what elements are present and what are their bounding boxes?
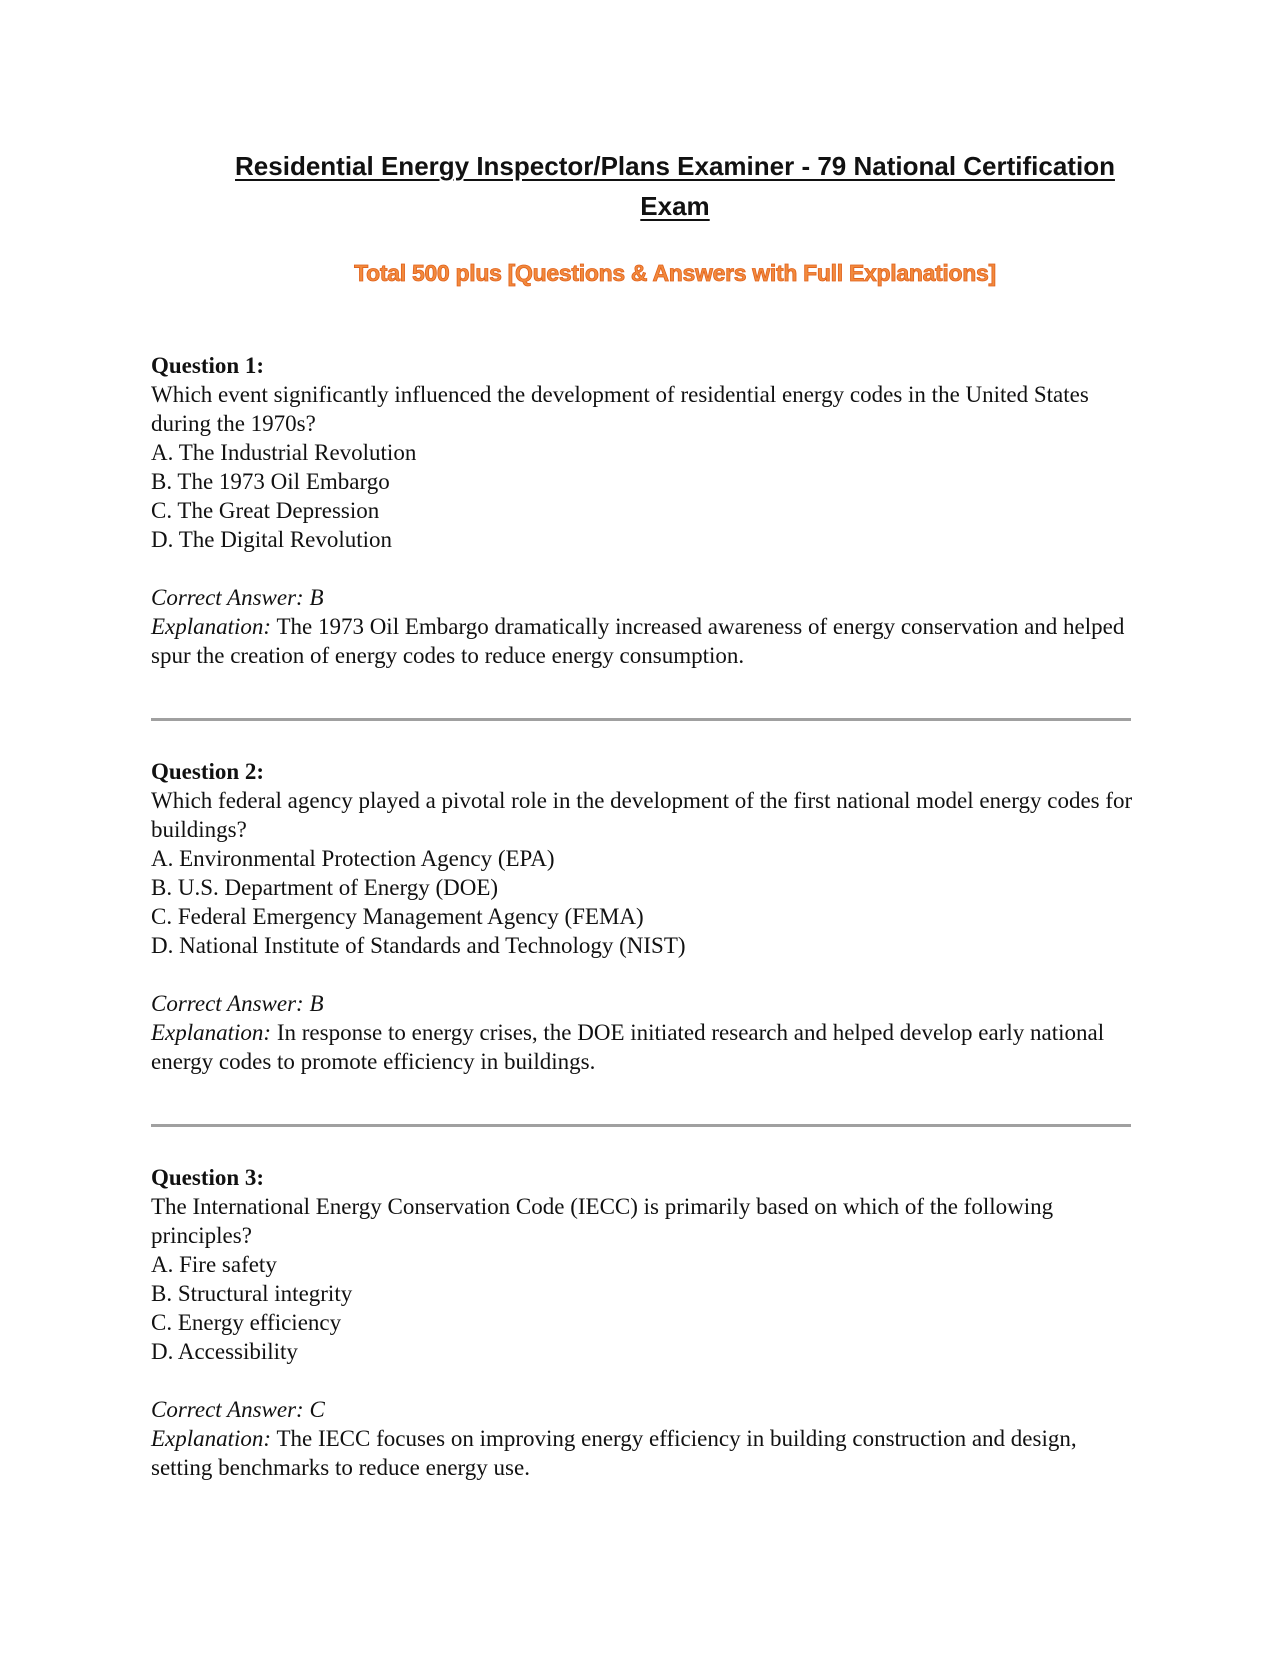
question-text: The International Energy Conservation Code (IECC) is primarily based on which of the following principles? bbox=[151, 1194, 1054, 1248]
explanation-text: The 1973 Oil Embargo dramatically increased awareness of energy conservation and helped spur the creation of energy codes to reduce energy consumption. bbox=[151, 614, 1125, 668]
document-title: Residential Energy Inspector/Plans Examiner - 79 National Certification Exam bbox=[235, 151, 1115, 221]
explanation-text: The IECC focuses on improving energy efficiency in building construction and design, setting benchmarks to reduce energy use. bbox=[151, 1426, 1077, 1480]
answer-option-c: C. The Great Depression bbox=[151, 498, 380, 523]
answer-option-b: B. Structural integrity bbox=[151, 1281, 353, 1306]
answer-option-d: D. The Digital Revolution bbox=[151, 527, 393, 552]
correct-answer: Correct Answer: B bbox=[151, 585, 324, 610]
explanation-label: Explanation: bbox=[151, 1426, 272, 1451]
correct-answer: Correct Answer: C bbox=[151, 1397, 325, 1422]
answer-option-d: D. National Institute of Standards and Technology (NIST) bbox=[151, 933, 686, 958]
answer-option-c: C. Energy efficiency bbox=[151, 1310, 342, 1335]
question-text: Which federal agency played a pivotal role in the development of the first national model energy codes for buildings? bbox=[151, 788, 1133, 842]
question-heading: Question 1: bbox=[151, 353, 265, 378]
explanation-label: Explanation: bbox=[151, 1020, 272, 1045]
question-heading: Question 2: bbox=[151, 759, 265, 784]
document-subtitle: Total 500 plus [Questions & Answers with Full Explanations] bbox=[354, 260, 996, 286]
question-block-2 bbox=[151, 757, 1141, 1076]
explanation-label: Explanation: bbox=[151, 614, 272, 639]
question-block-3 bbox=[151, 1163, 1141, 1482]
question-text: Which event significantly influenced the development of residential energy codes in the United States during the 1970s? bbox=[151, 382, 1089, 436]
question-block-1 bbox=[151, 351, 1141, 670]
explanation-text: In response to energy crises, the DOE initiated research and helped develop early national energy codes to promote efficiency in buildings. bbox=[151, 1020, 1105, 1074]
answer-option-b: B. The 1973 Oil Embargo bbox=[151, 469, 390, 494]
section-divider bbox=[151, 718, 1131, 721]
section-divider bbox=[151, 1124, 1131, 1127]
explanation bbox=[151, 1018, 1141, 1076]
answer-option-a: A. The Industrial Revolution bbox=[151, 440, 417, 465]
answer-option-a: A. Fire safety bbox=[151, 1252, 277, 1277]
answer-option-d: D. Accessibility bbox=[151, 1339, 298, 1364]
question-heading: Question 3: bbox=[151, 1165, 265, 1190]
correct-answer: Correct Answer: B bbox=[151, 991, 324, 1016]
answer-option-a: A. Environmental Protection Agency (EPA) bbox=[151, 846, 555, 871]
answer-option-b: B. U.S. Department of Energy (DOE) bbox=[151, 875, 499, 900]
answer-option-c: C. Federal Emergency Management Agency (FEMA) bbox=[151, 904, 644, 929]
explanation bbox=[151, 1424, 1141, 1482]
explanation bbox=[151, 612, 1141, 670]
